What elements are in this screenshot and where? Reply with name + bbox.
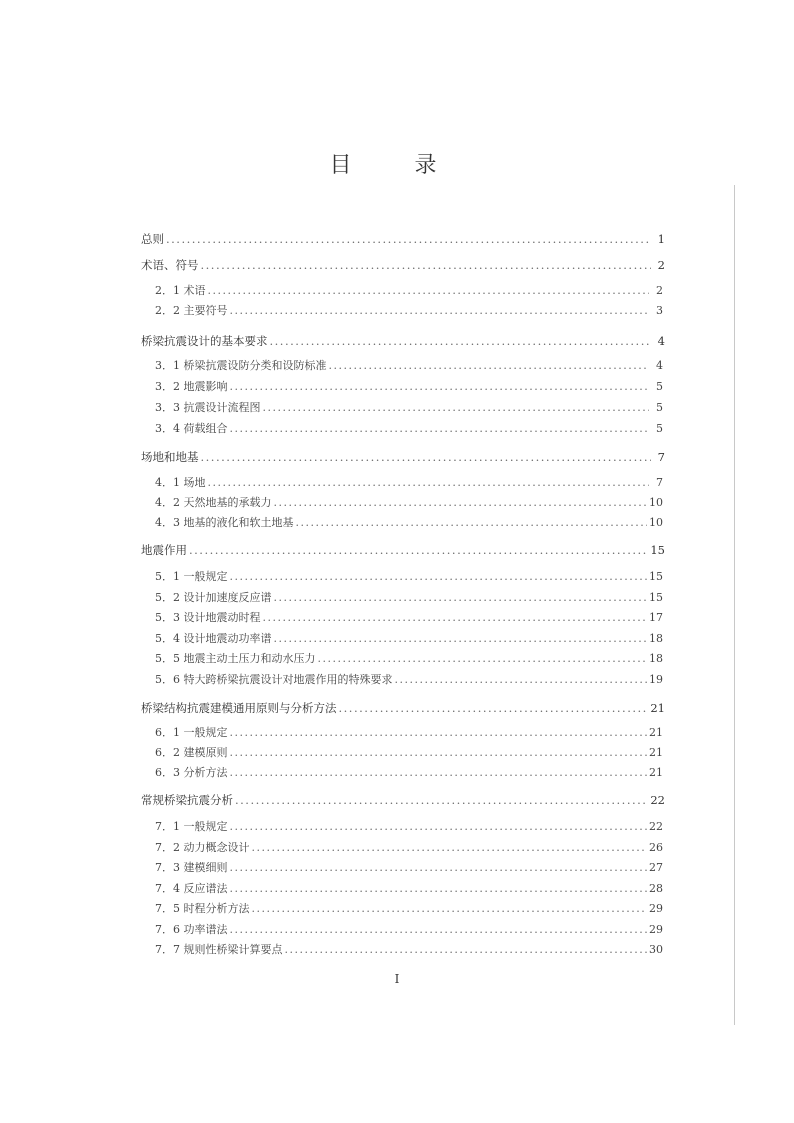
toc-entry-page: 26 [649,841,663,854]
toc-entry-title: 3．1 桥梁抗震设防分类和设防标准 [155,359,327,372]
toc-entry-title: 5．6 特大跨桥梁抗震设计对地震作用的特殊要求 [155,673,393,686]
dot-leader [339,701,649,715]
toc-entry-page: 18 [649,632,663,645]
toc-entry-page: 5 [656,401,663,414]
toc-entry-page: 15 [649,591,663,604]
toc-entry-title: 4．1 场地 [155,476,206,489]
dot-leader [235,793,648,807]
toc-section-entry [155,746,663,760]
toc-section-entry [155,304,663,318]
toc-section-entry [155,820,663,834]
toc-entry-page: 7 [656,476,663,489]
toc-section-entry [155,284,663,298]
toc-section-entry [155,359,663,373]
toc-section-entry [155,380,663,394]
toc-entry-title: 7．2 动力概念设计 [155,841,250,854]
toc-entry-title: 6．1 一般规定 [155,726,228,739]
toc-entry-page: 19 [649,673,663,686]
toc-section-entry [155,902,663,916]
dot-leader [270,334,652,348]
toc-section-entry [155,401,663,415]
toc-section-entry [155,726,663,740]
dot-leader [201,450,652,464]
toc-entry-title: 5．5 地震主动土压力和动水压力 [155,652,316,665]
dot-leader [285,943,648,957]
dot-leader [252,902,648,916]
toc-chapter-entry [141,793,665,807]
toc-entry-page: 5 [656,422,663,435]
toc-entry-title: 3．4 荷载组合 [155,422,228,435]
toc-section-entry [155,841,663,855]
toc-section-entry [155,861,663,875]
toc-entry-page: 18 [649,652,663,665]
toc-section-entry [155,611,663,625]
toc-entry-page: 22 [650,793,665,807]
toc-section-entry [155,422,663,436]
toc-section-entry [155,496,663,510]
toc-entry-title: 术语、符号 [141,258,199,272]
toc-entry-title: 场地和地基 [141,450,199,464]
toc-entry-title: 5．1 一般规定 [155,570,228,583]
toc-section-entry [155,570,663,584]
dot-leader [230,570,648,584]
toc-section-entry [155,516,663,530]
toc-entry-page: 30 [649,943,663,956]
dot-leader [230,422,650,436]
dot-leader [208,284,650,298]
toc-section-entry [155,882,663,896]
toc-entry-page: 3 [656,304,663,317]
toc-entry-page: 2 [656,284,663,297]
toc-entry-title: 5．3 设计地震动时程 [155,611,261,624]
toc-entry-page: 28 [649,882,663,895]
toc-entry-page: 21 [649,746,663,759]
toc-entry-title: 7．3 建模细则 [155,861,228,874]
dot-leader [230,882,648,896]
toc-entry-title: 3．3 抗震设计流程图 [155,401,261,414]
dot-leader [189,543,648,557]
toc-entry-title: 7．5 时程分析方法 [155,902,250,915]
toc-entry-title: 7．1 一般规定 [155,820,228,833]
toc-entry-title: 4．3 地基的液化和软土地基 [155,516,294,529]
toc-chapter-entry [141,258,665,272]
toc-entry-page: 21 [649,766,663,779]
toc-chapter-entry [141,232,665,246]
toc-entry-page: 29 [649,902,663,915]
toc-section-entry [155,943,663,957]
page-number: I [394,972,400,986]
dot-leader [395,673,648,687]
dot-leader [230,746,648,760]
dot-leader [252,841,648,855]
toc-section-entry [155,652,663,666]
toc-entry-page: 29 [649,923,663,936]
dot-leader [201,258,652,272]
toc-entry-title: 7．6 功率谱法 [155,923,228,936]
toc-entry-page: 22 [649,820,663,833]
toc-entry-page: 5 [656,380,663,393]
toc-entry-title: 6．3 分析方法 [155,766,228,779]
dot-leader [208,476,650,490]
toc-entry-page: 10 [649,496,663,509]
toc-entry-title: 2．1 术语 [155,284,206,297]
toc-chapter-entry [141,450,665,464]
dot-leader [230,923,648,937]
toc-entry-title: 6．2 建模原则 [155,746,228,759]
toc-entry-title: 4．2 天然地基的承载力 [155,496,272,509]
dot-leader [274,591,648,605]
toc-entry-title: 5．2 设计加速度反应谱 [155,591,272,604]
dot-leader [230,861,648,875]
page-title: 目 录 [329,153,465,178]
toc-entry-title: 7．4 反应谱法 [155,882,228,895]
toc-entry-title: 地震作用 [141,543,187,557]
toc-entry-title: 桥梁结构抗震建模通用原则与分析方法 [141,701,337,715]
toc-section-entry [155,673,663,687]
toc-entry-page: 15 [650,543,665,557]
toc-entry-page: 27 [649,861,663,874]
toc-section-entry [155,766,663,780]
toc-entry-page: 21 [650,701,665,715]
toc-entry-page: 17 [649,611,663,624]
toc-entry-page: 7 [657,450,665,464]
dot-leader [263,611,648,625]
toc-entry-page: 21 [649,726,663,739]
toc-chapter-entry [141,334,665,348]
toc-entry-title: 5．4 设计地震动功率谱 [155,632,272,645]
dot-leader [263,401,650,415]
toc-section-entry [155,476,663,490]
toc-entry-page: 2 [657,258,665,272]
toc-entry-title: 总则 [141,232,164,246]
toc-entry-page: 4 [656,359,663,372]
toc-section-entry [155,632,663,646]
toc-entry-title: 常规桥梁抗震分析 [141,793,233,807]
toc-chapter-entry [141,701,665,715]
dot-leader [230,304,650,318]
dot-leader [318,652,648,666]
toc-section-entry [155,591,663,605]
toc-entry-title: 桥梁抗震设计的基本要求 [141,334,268,348]
dot-leader [230,380,650,394]
toc-entry-title: 3．2 地震影响 [155,380,228,393]
dot-leader [296,516,648,530]
toc-entry-page: 4 [657,334,665,348]
dot-leader [274,632,648,646]
toc-entry-page: 1 [657,232,665,246]
dot-leader [230,766,648,780]
toc-entry-page: 10 [649,516,663,529]
dot-leader [274,496,648,510]
dot-leader [230,726,648,740]
toc-entry-title: 2．2 主要符号 [155,304,228,317]
toc-entry-title: 7．7 规则性桥梁计算要点 [155,943,283,956]
dot-leader [166,232,651,246]
dot-leader [230,820,648,834]
dot-leader [329,359,650,373]
toc-section-entry [155,923,663,937]
toc-entry-page: 15 [649,570,663,583]
toc-chapter-entry [141,543,665,557]
